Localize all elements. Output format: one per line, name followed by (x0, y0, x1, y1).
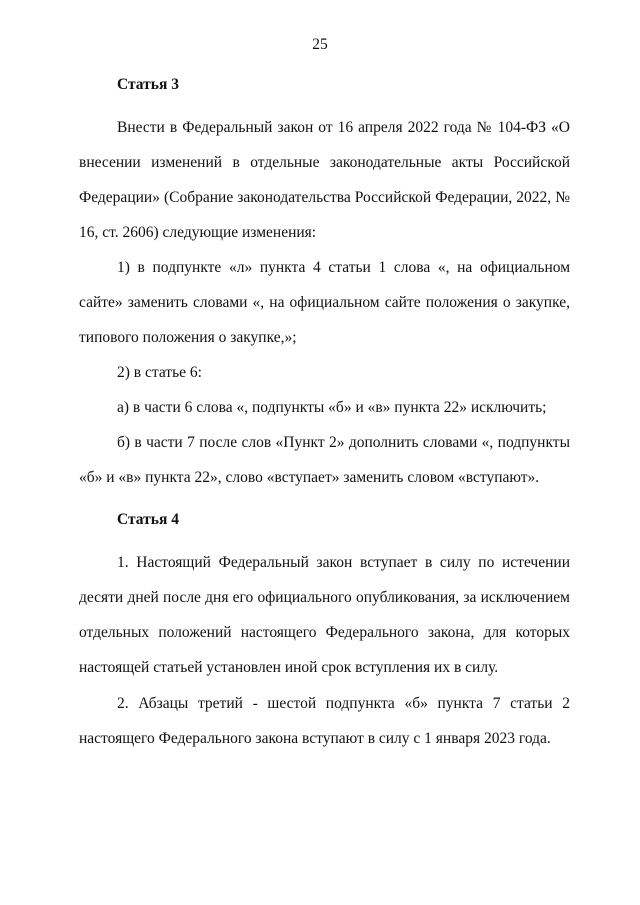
document-body (79, 74, 570, 756)
article-4-heading: Статья 4 (117, 511, 179, 528)
article-3-paragraph-4: а) в части 6 слова «, подпункты «б» и «в» пункта 22» исключить; (117, 399, 547, 416)
article-4-paragraph-1: 1. Настоящий Федеральный закон вступает в силу по истечении десяти дней после дня его официального опубликования, за исключением отдельных положений настоящего Федерального закона, для которых настоящей статьей установлен иной срок вступления их в силу. (79, 554, 570, 676)
page-number: 25 (312, 36, 328, 53)
article-3-paragraph-2: 1) в подпункте «л» пункта 4 статьи 1 слова «, на официальном сайте» заменить словами «, на официальном сайте положения о закупке, типового положения о закупке,»; (79, 259, 570, 346)
article-4-paragraph-2: 2. Абзацы третий - шестой подпункта «б» пункта 7 статьи 2 настоящего Федерального закона вступают в силу с 1 января 2023 года. (79, 695, 570, 747)
article-3-paragraph-1: Внести в Федеральный закон от 16 апреля 2022 года № 104-ФЗ «О внесении изменений в отдельные законодательные акты Российской Федерации» (Собрание законодательства Российской Федерации, 2022, № 16, ст. 2606) следующие изменения: (79, 119, 570, 241)
article-3-paragraph-5: б) в части 7 после слов «Пункт 2» дополнить словами «, подпункты «б» и «в» пункта 22», слово «вступает» заменить словом «вступают». (79, 434, 570, 486)
article-3-heading: Статья 3 (117, 76, 179, 93)
article-3-paragraph-3: 2) в статье 6: (117, 364, 202, 381)
